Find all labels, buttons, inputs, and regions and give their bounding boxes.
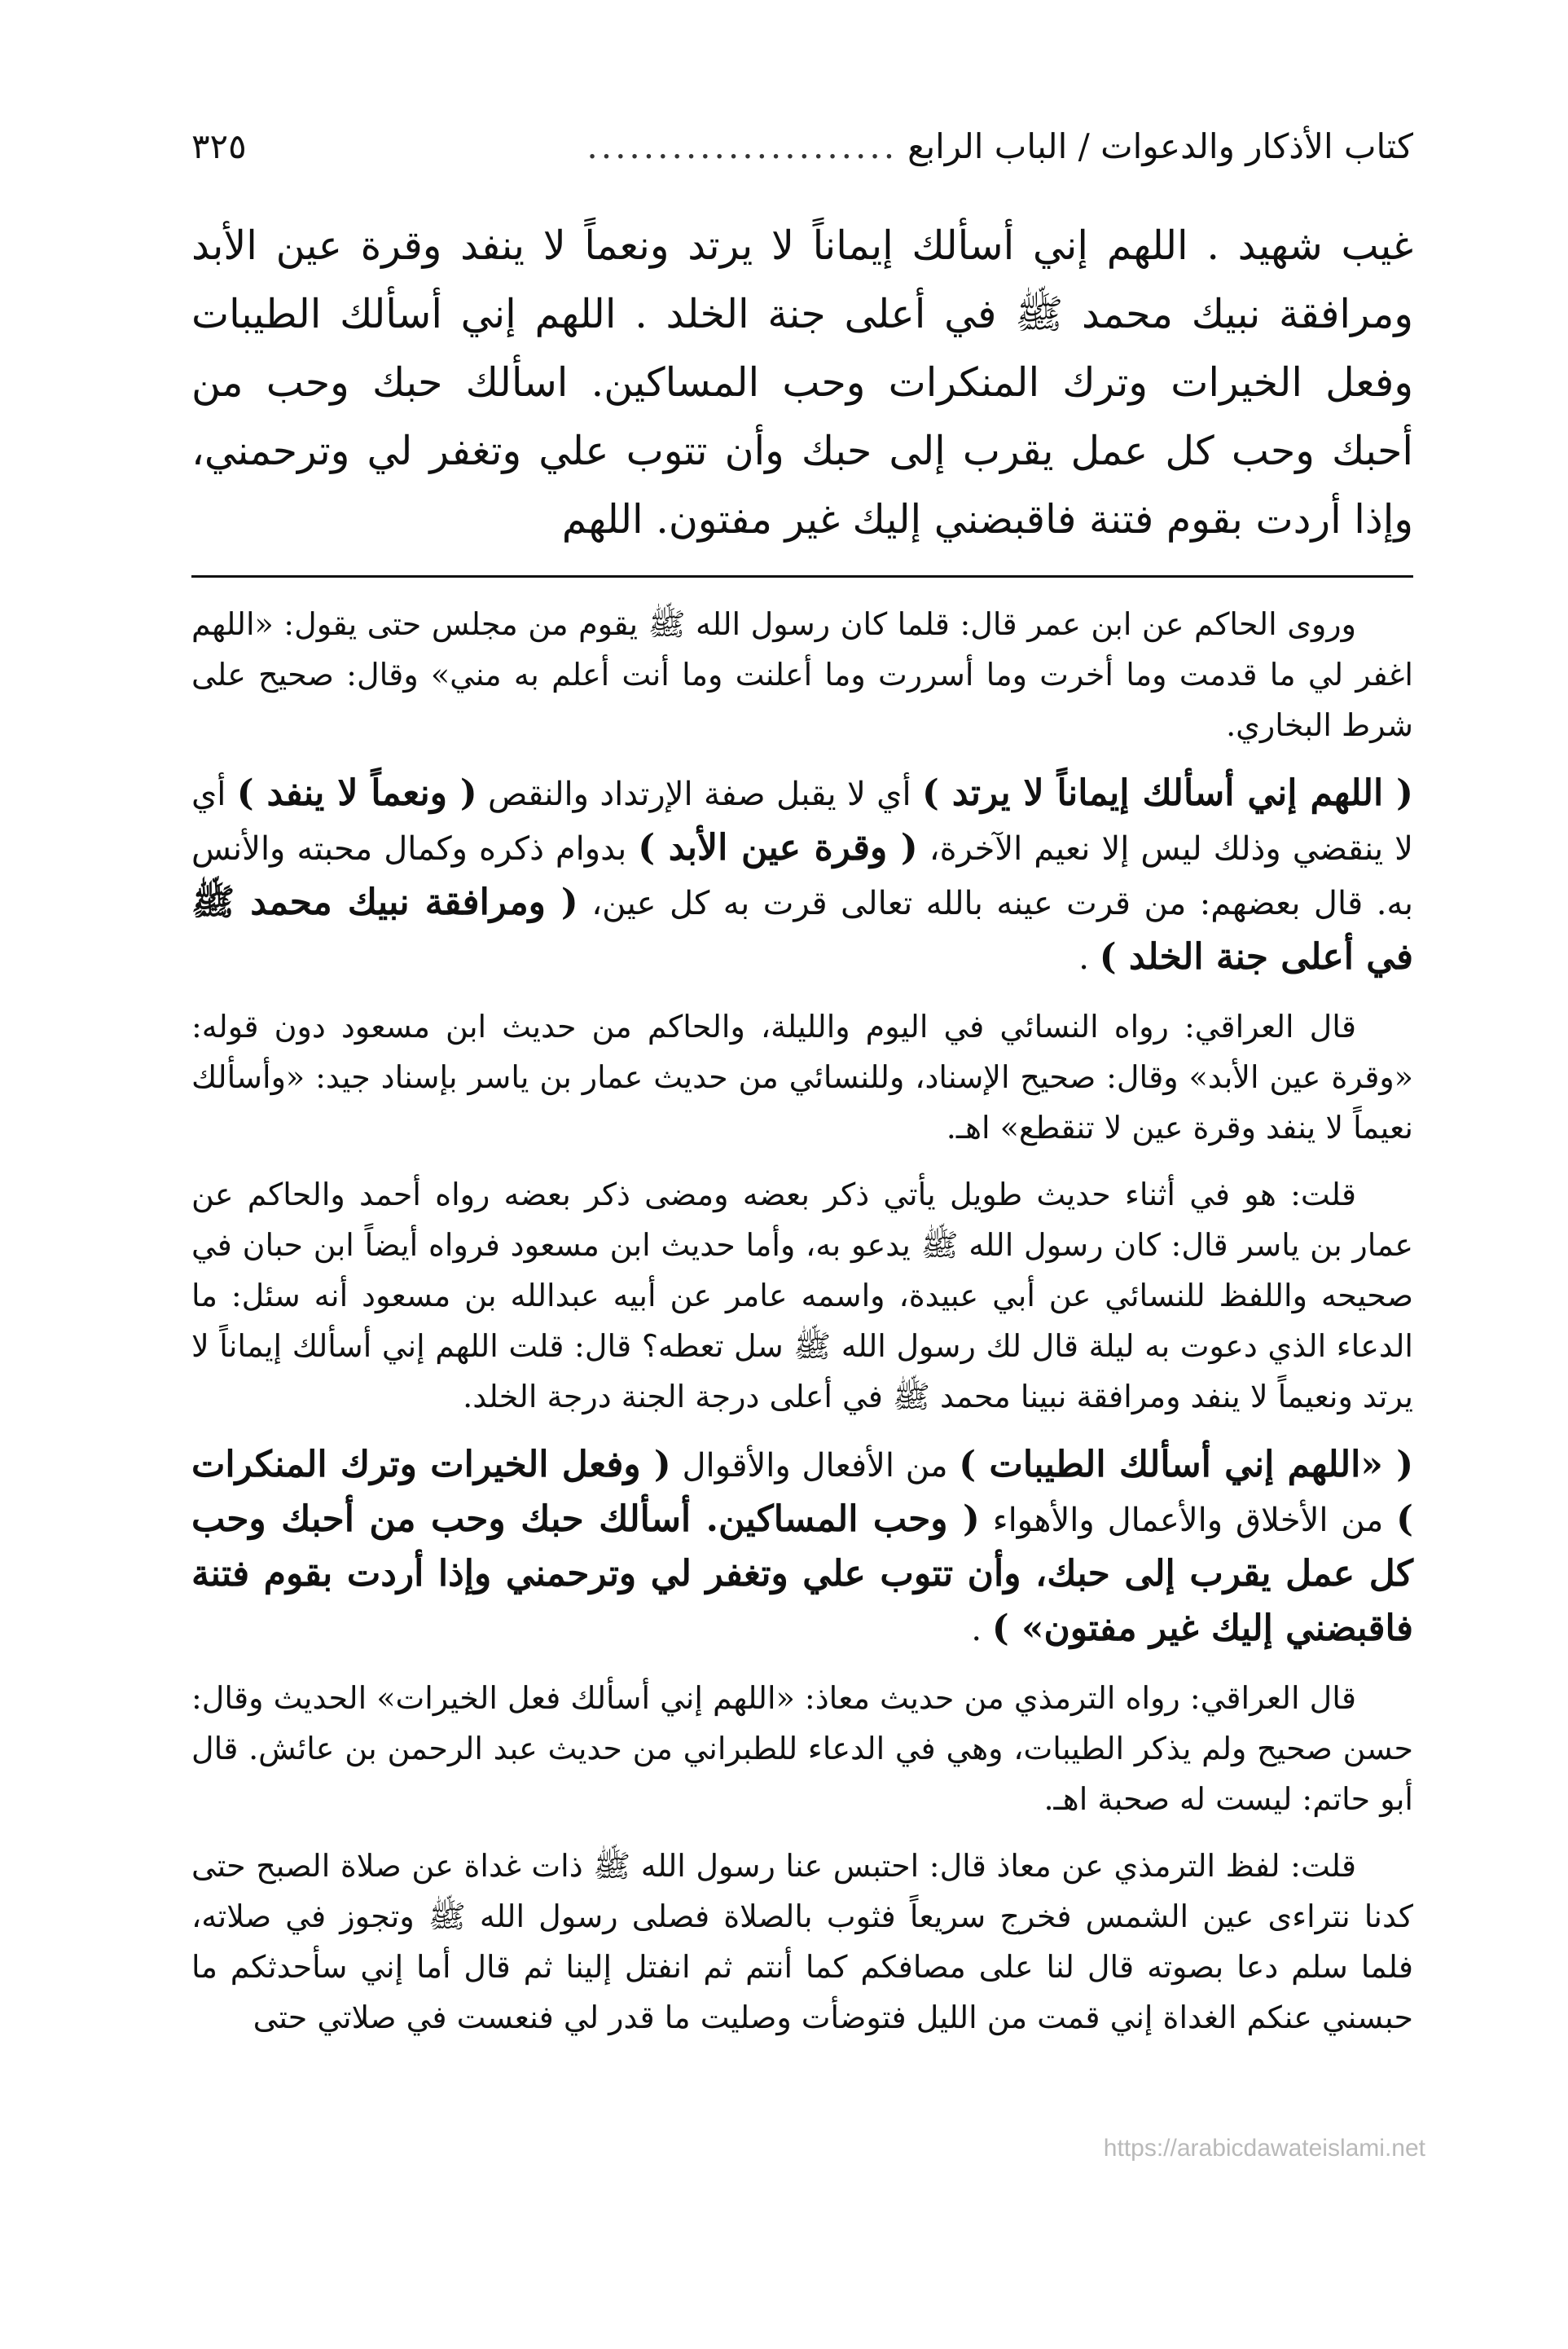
commentary-quote: ( «اللهم إني أسألك الطيبات ) (959, 1444, 1414, 1485)
commentary-text: أي لا يقبل صفة الإرتداد والنقص (477, 776, 922, 813)
commentary-tayyibat (191, 1438, 1413, 1656)
footnote-iraqi-1: قال العراقي: رواه النسائي في اليوم والليلة، والحاكم من حديث ابن مسعود دون قوله: «وقرة عين الأبد» وقال: صحيح الإسناد، وللنسائي من حديث عمار بن ياسر بإسناد جيد: «وأسألك نعيماً لا ينفد وقرة عين لا تنقطع» اهـ. (191, 1009, 1413, 1146)
commentary-text: أي لا ينقضي وذلك ليس إلا نعيم الآخرة، (191, 776, 1413, 868)
commentary-text: بدوام ذكره وكمال محبته والأنس به. قال بعضهم: من قرت عينه بالله تعالى قرت به كل عين، (191, 830, 1413, 922)
commentary-quote: ( اللهم إني أسألك إيماناً لا يرتد ) (921, 772, 1413, 814)
footnote-qultu-2: قلت: لفظ الترمذي عن معاذ قال: احتبس عنا رسول الله ﷺ ذات غداة عن صلاة الصبح حتى كدنا نتراءى عين الشمس فخرج سريعاً فثوب بالصلاة فصلى رسول الله ﷺ وتجوز في صلاته، فلما سلم دعا بصوته قال لنا على مصافكم كما أنتم ثم انفتل إلينا ثم قال أما إني سأحدثكم ما حبسني عنكم الغداة إني قمت من الليل فتوضأت وصليت ما قدر لي فنعست في صلاتي حتى (191, 1848, 1413, 2035)
header-title: كتاب الأذكار والدعوات / الباب الرابع (907, 126, 1413, 166)
header-dots: ...................... (586, 126, 898, 166)
commentary-text: . (971, 1611, 992, 1648)
main-text: غيب شهيد . اللهم إني أسألك إيماناً لا يرتد ونعماً لا ينفد وقرة عين الأبد ومرافقة نبيك محمد ﷺ في أعلى جنة الخلد . اللهم إني أسألك الطيبات وفعل الخيرات وترك المنكرات وحب المساكين. اسألك حبك وحب من أحبك وحب كل عمل يقرب إلى حبك وأن تتوب علي وتغفر لي وترحمني، وإذا أردت بقوم فتنة فاقبضني إليك غير مفتون. اللهم (191, 222, 1413, 543)
footnote-hakim: وروى الحاكم عن ابن عمر قال: قلما كان رسول الله ﷺ يقوم من مجلس حتى يقول: «اللهم اغفر لي ما قدمت وما أخرت وما أسررت وما أعلنت وما أنت أعلم به مني» وقال: صحيح على شرط البخاري. (191, 606, 1413, 743)
running-header (191, 122, 1413, 171)
commentary-text: من الأفعال والأقوال (670, 1447, 960, 1485)
commentary-quote: ( ونعماً لا ينفد ) (236, 772, 477, 814)
commentary-text: من الأخلاق والأعمال والأهواء (979, 1502, 1397, 1539)
footnote-divider (191, 575, 1413, 578)
page-number: ٣٢٥ (191, 126, 247, 166)
page-content (191, 122, 1413, 2059)
main-text-block (191, 212, 1413, 554)
commentary-quote: ( ومرافقة نبيك محمد ﷺ في أعلى جنة الخلد ) (191, 882, 1413, 978)
commentary-quote: ( وقرة عين الأبد ) (638, 827, 918, 869)
footnote-qultu-1: قلت: هو في أثناء حديث طويل يأتي ذكر بعضه ومضى ذكر بعضه رواه أحمد والحاكم عن عمار بن ياسر قال: كان رسول الله ﷺ يدعو به، وأما حديث ابن مسعود فرواه أيضاً ابن حبان في صحيحه واللفظ للنسائي عن أبي عبيدة، واسمه عامر عن أبيه عبدالله بن مسعود أنه سئل: ما الدعاء الذي دعوت به ليلة قال لك رسول الله ﷺ سل تعطه؟ قال: قلت اللهم إني أسألك إيماناً لا يرتد ونعيماً لا ينفد ومرافقة نبينا محمد ﷺ في أعلى درجة الجنة درجة الخلد. (191, 1177, 1413, 1414)
commentary-iman (191, 767, 1413, 985)
commentary-quote: ( وفعل الخيرات وترك المنكرات ) (191, 1444, 1413, 1540)
commentary-quote: ( وحب المساكين. أسألك حبك وحب من أحبك وحب كل عمل يقرب إلى حبك، وأن تتوب علي وتغفر لي وترحمني وإذا أردت بقوم فتنة فاقبضني إليك غير مفتون» ) (191, 1498, 1413, 1649)
footnote-iraqi-2: قال العراقي: رواه الترمذي من حديث معاذ: «اللهم إني أسألك فعل الخيرات» الحديث وقال: حسن صحيح ولم يذكر الطيبات، وهي في الدعاء للطبراني من حديث عبد الرحمن بن عائش. قال أبو حاتم: ليست له صحبة اهـ. (191, 1680, 1414, 1817)
commentary-text: . (1078, 939, 1100, 977)
watermark-url: https://arabicdawateislami.net (1103, 2135, 1425, 2162)
